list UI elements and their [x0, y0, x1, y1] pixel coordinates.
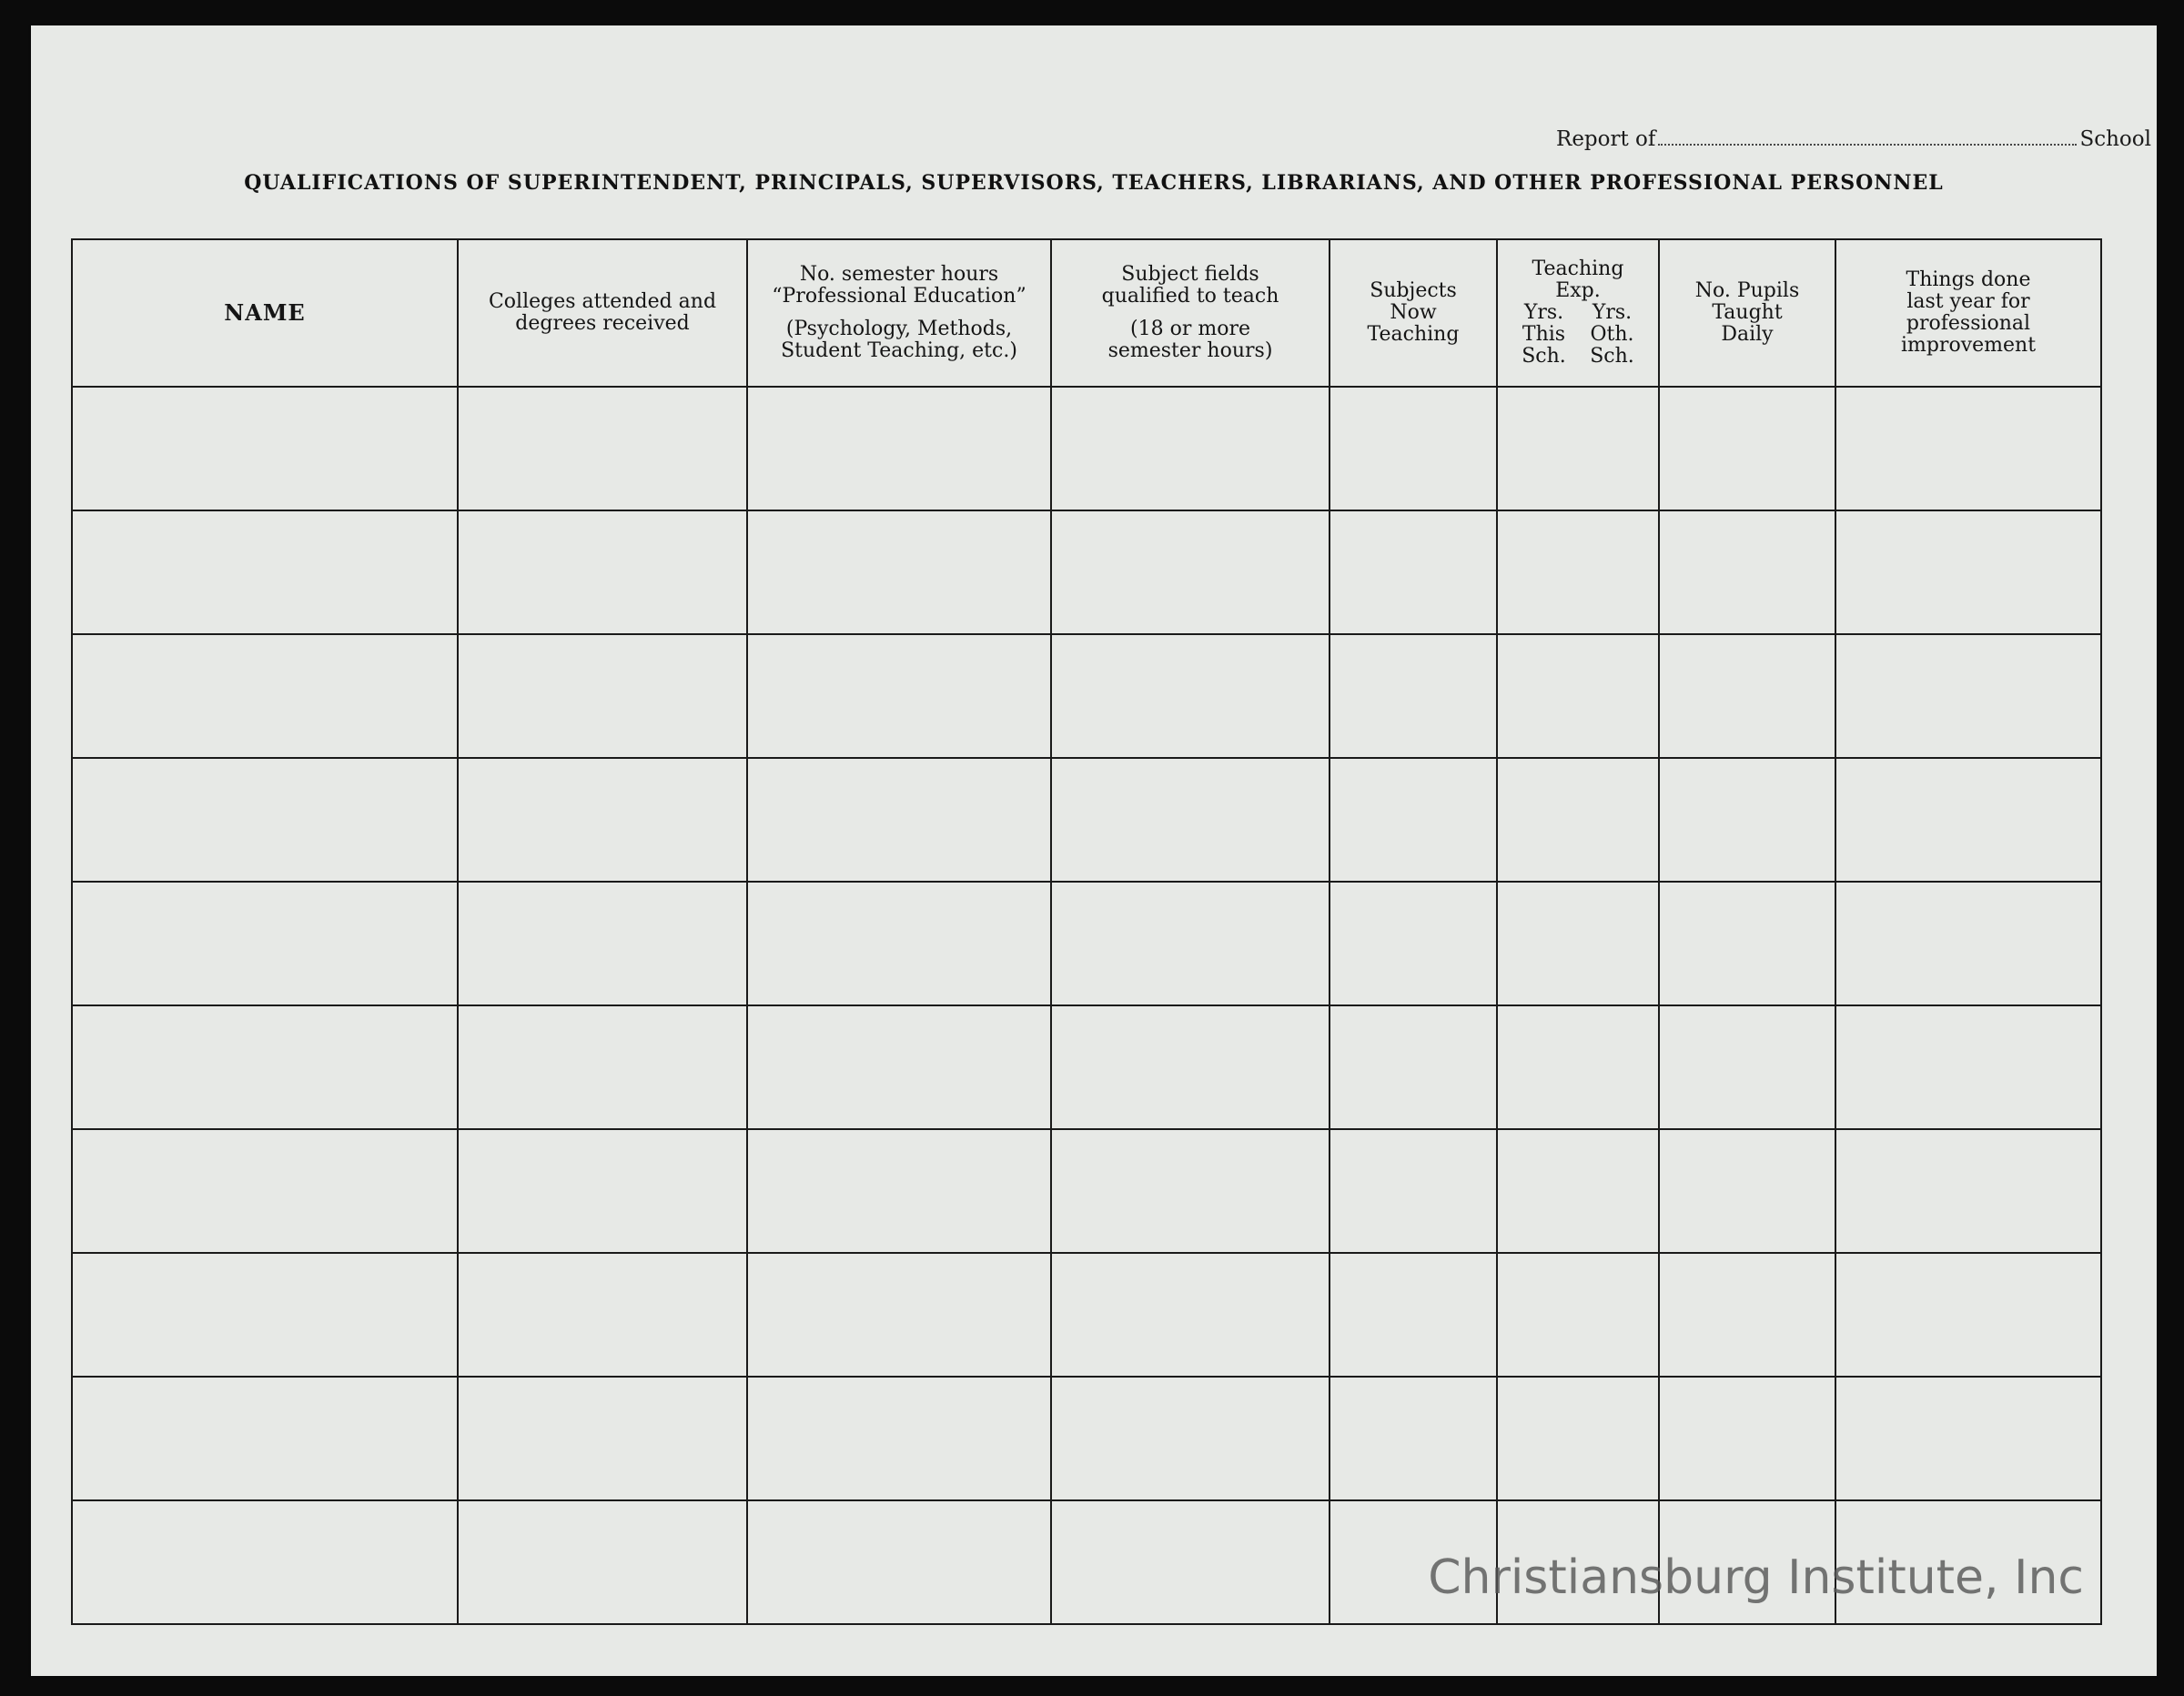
header-text: Sch. — [1522, 345, 1566, 368]
teaching-exp-cell[interactable] — [1497, 758, 1659, 882]
header-text: last year for — [1906, 290, 2030, 313]
subjects-now-cell[interactable] — [1330, 758, 1497, 882]
subjects-now-cell[interactable] — [1330, 510, 1497, 634]
table-row — [72, 1377, 2101, 1500]
header-text: qualified to teach — [1101, 285, 1279, 308]
teaching-exp-subcolumns — [1510, 302, 1646, 368]
header-text: Subjects — [1370, 279, 1457, 302]
improvement-cell[interactable] — [1835, 510, 2101, 634]
school-label: School — [2079, 127, 2151, 151]
header-text: Now — [1390, 301, 1437, 324]
improvement-cell[interactable] — [1835, 1005, 2101, 1129]
subject-fields-cell[interactable] — [1051, 634, 1330, 758]
header-text: Yrs. — [1592, 301, 1633, 324]
header-text: professional — [1906, 312, 2031, 335]
table-row — [72, 634, 2101, 758]
pupils-cell[interactable] — [1659, 1253, 1835, 1377]
pupils-cell[interactable] — [1659, 882, 1835, 1005]
header-text: No. semester hours — [799, 263, 999, 286]
pupils-cell[interactable] — [1659, 758, 1835, 882]
subjects-now-cell[interactable] — [1330, 882, 1497, 1005]
subject-fields-cell[interactable] — [1051, 1377, 1330, 1500]
report-of-label: Report of — [1556, 127, 1656, 151]
colleges-cell[interactable] — [458, 1005, 747, 1129]
subjects-now-cell[interactable] — [1330, 1129, 1497, 1253]
subject-fields-cell[interactable] — [1051, 1500, 1330, 1624]
col-header-colleges — [458, 239, 747, 387]
subjects-now-cell[interactable] — [1330, 634, 1497, 758]
professional-education-cell[interactable] — [747, 1253, 1051, 1377]
form-title: QUALIFICATIONS OF SUPERINTENDENT, PRINCIPALS, SUPERVISORS, TEACHERS, LIBRARIANS, AND OTHER PROFESSIONAL PERSONNEL — [244, 171, 1944, 195]
subjects-now-cell[interactable] — [1330, 1005, 1497, 1129]
header-text: Sch. — [1590, 345, 1634, 368]
subject-fields-cell[interactable] — [1051, 882, 1330, 1005]
col-header-name — [72, 239, 458, 387]
subject-fields-cell[interactable] — [1051, 1253, 1330, 1377]
teaching-exp-cell[interactable] — [1497, 882, 1659, 1005]
professional-education-cell[interactable] — [747, 387, 1051, 510]
teaching-exp-cell[interactable] — [1497, 1005, 1659, 1129]
header-text: improvement — [1900, 334, 2037, 357]
teaching-exp-cell[interactable] — [1497, 1129, 1659, 1253]
table-row — [72, 387, 2101, 510]
name-cell[interactable] — [72, 1500, 458, 1624]
professional-education-cell[interactable] — [747, 1377, 1051, 1500]
professional-education-cell[interactable] — [747, 882, 1051, 1005]
improvement-cell[interactable] — [1835, 882, 2101, 1005]
improvement-cell[interactable] — [1835, 634, 2101, 758]
name-cell[interactable] — [72, 882, 458, 1005]
colleges-cell[interactable] — [458, 1129, 747, 1253]
header-text: Student Teaching, etc.) — [781, 339, 1017, 362]
colleges-cell[interactable] — [458, 1500, 747, 1624]
watermark: Christiansburg Institute, Inc — [1428, 1550, 2084, 1605]
header-text: Yrs. — [1523, 301, 1564, 324]
professional-education-cell[interactable] — [747, 510, 1051, 634]
improvement-cell[interactable] — [1835, 1129, 2101, 1253]
header-text: Exp. — [1555, 279, 1601, 302]
improvement-cell[interactable] — [1835, 1253, 2101, 1377]
header-text: Colleges attended and — [488, 290, 717, 313]
header-text: Teaching — [1532, 257, 1624, 280]
pupils-cell[interactable] — [1659, 634, 1835, 758]
colleges-cell[interactable] — [458, 510, 747, 634]
colleges-cell[interactable] — [458, 758, 747, 882]
header-text: “Professional Education” — [772, 285, 1026, 308]
col-header-name-text: NAME — [224, 299, 306, 326]
subject-fields-cell[interactable] — [1051, 1005, 1330, 1129]
table-row — [72, 1129, 2101, 1253]
header-text: Daily — [1721, 323, 1774, 346]
subjects-now-cell[interactable] — [1330, 1253, 1497, 1377]
subject-fields-cell[interactable] — [1051, 758, 1330, 882]
name-cell[interactable] — [72, 758, 458, 882]
professional-education-cell[interactable] — [747, 1129, 1051, 1253]
teaching-exp-cell[interactable] — [1497, 510, 1659, 634]
professional-education-cell[interactable] — [747, 758, 1051, 882]
colleges-cell[interactable] — [458, 387, 747, 510]
subjects-now-cell[interactable] — [1330, 1377, 1497, 1500]
teaching-exp-cell[interactable] — [1497, 634, 1659, 758]
colleges-cell[interactable] — [458, 882, 747, 1005]
header-text: Oth. — [1590, 323, 1634, 346]
professional-education-cell[interactable] — [747, 634, 1051, 758]
teaching-exp-cell[interactable] — [1497, 1377, 1659, 1500]
header-text: Subject fields — [1121, 263, 1259, 286]
colleges-cell[interactable] — [458, 634, 747, 758]
pupils-cell[interactable] — [1659, 510, 1835, 634]
table-row — [72, 882, 2101, 1005]
colleges-cell[interactable] — [458, 1253, 747, 1377]
improvement-cell[interactable] — [1835, 1377, 2101, 1500]
col-header-subjects-now — [1330, 239, 1497, 387]
name-cell[interactable] — [72, 510, 458, 634]
subject-fields-cell[interactable] — [1051, 510, 1330, 634]
name-cell[interactable] — [72, 1253, 458, 1377]
table-row — [72, 1005, 2101, 1129]
name-cell[interactable] — [72, 1377, 458, 1500]
qualifications-table — [71, 238, 2102, 1625]
pupils-cell[interactable] — [1659, 1005, 1835, 1129]
name-cell[interactable] — [72, 1005, 458, 1129]
name-cell[interactable] — [72, 1129, 458, 1253]
subject-fields-cell[interactable] — [1051, 387, 1330, 510]
col-header-teaching-exp — [1497, 239, 1659, 387]
table-row — [72, 510, 2101, 634]
pupils-cell[interactable] — [1659, 1129, 1835, 1253]
header-row — [72, 239, 2101, 387]
header-text: Teaching — [1367, 323, 1460, 346]
name-cell[interactable] — [72, 634, 458, 758]
name-cell[interactable] — [72, 387, 458, 510]
table-row — [72, 1253, 2101, 1377]
professional-education-cell[interactable] — [747, 1500, 1051, 1624]
report-of-line — [1556, 127, 2151, 164]
school-name-blank[interactable] — [1658, 127, 2077, 146]
teaching-exp-cell[interactable] — [1497, 387, 1659, 510]
header-text: (18 or more — [1130, 318, 1250, 340]
table-row — [72, 758, 2101, 882]
col-header-professional-education — [747, 239, 1051, 387]
subjects-now-cell[interactable] — [1330, 387, 1497, 510]
header-text: semester hours) — [1107, 339, 1273, 362]
col-header-pupils — [1659, 239, 1835, 387]
header-text: This — [1522, 323, 1566, 346]
improvement-cell[interactable] — [1835, 758, 2101, 882]
header-text: No. Pupils — [1694, 279, 1800, 302]
col-header-subject-fields — [1051, 239, 1330, 387]
table-body — [72, 387, 2101, 1624]
colleges-cell[interactable] — [458, 1377, 747, 1500]
header-text: Things done — [1906, 268, 2031, 291]
col-header-improvement — [1835, 239, 2101, 387]
teaching-exp-cell[interactable] — [1497, 1253, 1659, 1377]
professional-education-cell[interactable] — [747, 1005, 1051, 1129]
header-text: Taught — [1712, 301, 1783, 324]
improvement-cell[interactable] — [1835, 387, 2101, 510]
subject-fields-cell[interactable] — [1051, 1129, 1330, 1253]
header-text: (Psychology, Methods, — [785, 318, 1013, 340]
header-text: degrees received — [515, 312, 690, 335]
pupils-cell[interactable] — [1659, 387, 1835, 510]
pupils-cell[interactable] — [1659, 1377, 1835, 1500]
